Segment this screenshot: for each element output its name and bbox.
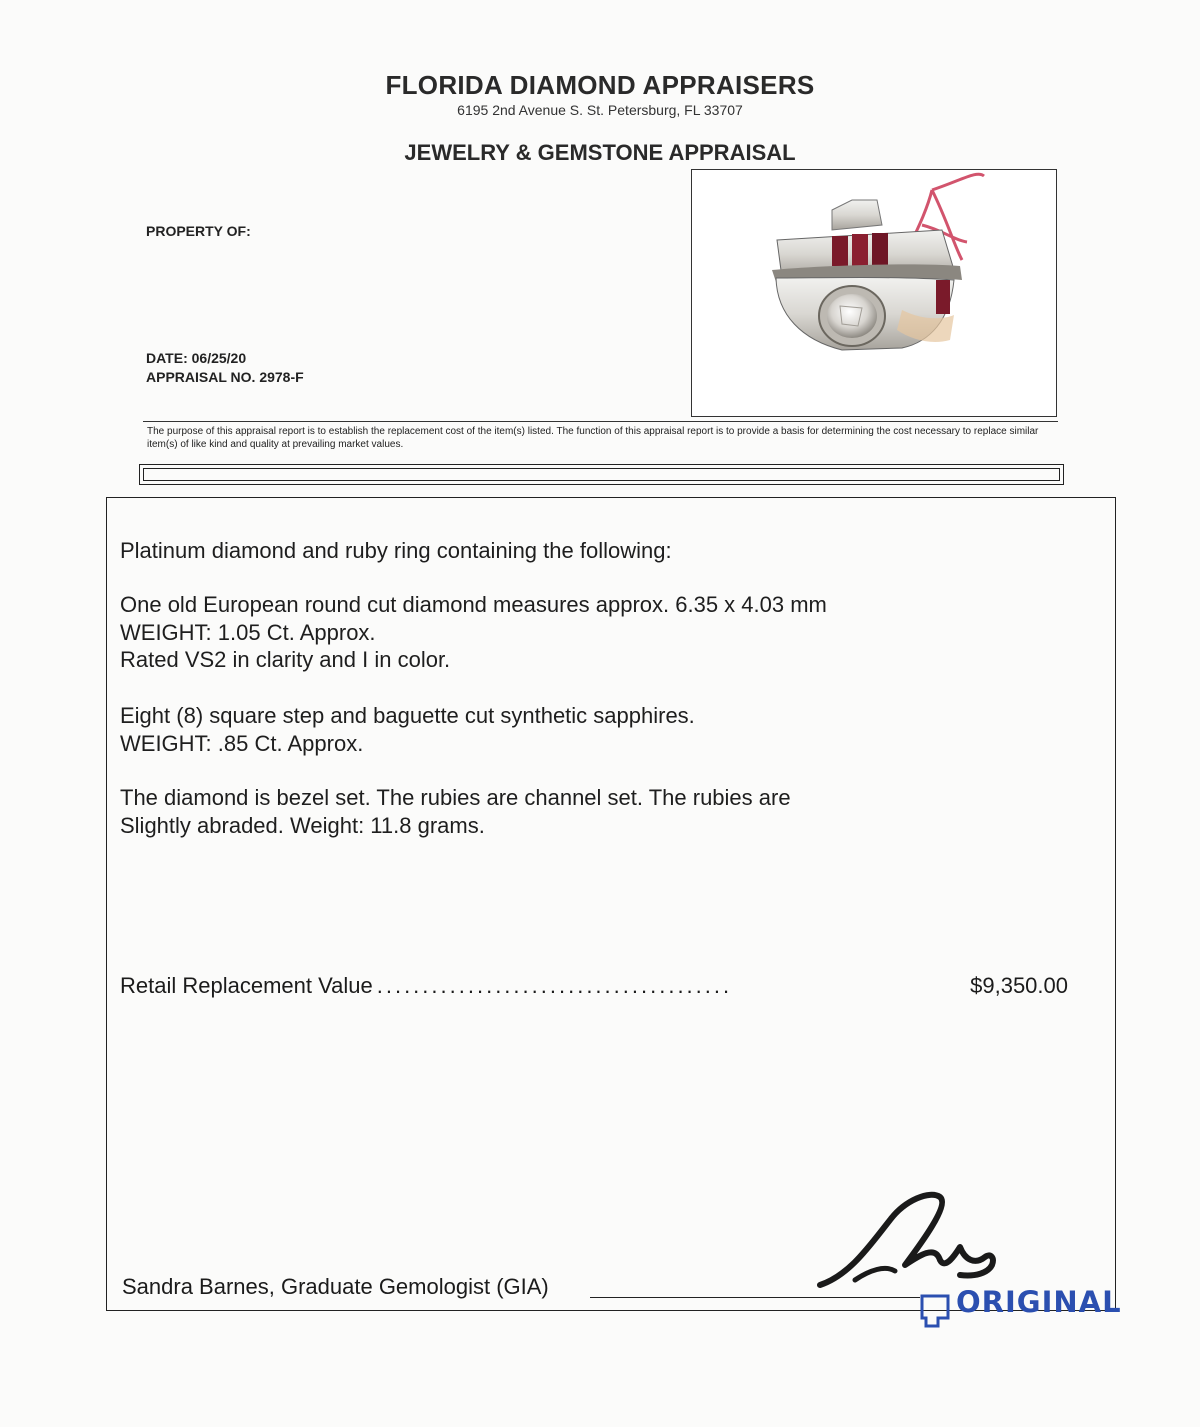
original-stamp: ORIGINAL bbox=[956, 1285, 1122, 1319]
signature-line bbox=[590, 1297, 920, 1298]
property-of-label: PROPERTY OF: bbox=[146, 223, 251, 239]
ring-photo bbox=[691, 169, 1057, 417]
ring-photo-icon bbox=[692, 170, 1056, 416]
document-title: JEWELRY & GEMSTONE APPRAISAL bbox=[404, 140, 796, 165]
diamond-details bbox=[120, 591, 827, 674]
replacement-value-row bbox=[120, 973, 1068, 999]
stamp-mark-icon bbox=[916, 1290, 956, 1330]
sapphire-line-1: Eight (8) square step and baguette cut synthetic sapphires. bbox=[120, 703, 695, 728]
double-rule-inner bbox=[143, 468, 1060, 481]
sapphire-details bbox=[120, 702, 695, 757]
purpose-statement: The purpose of this appraisal report is to establish the replacement cost of the item(s) listed. The function of this appraisal report is to provide a basis for determining the cost necessary to replace similar item(s) of like kind and quality at prevailing market values. bbox=[147, 426, 1039, 450]
leader-dots: ....................................... bbox=[376, 973, 733, 998]
appraisal-number-line: APPRAISAL NO. 2978-F bbox=[146, 369, 304, 385]
diamond-line-2: WEIGHT: 1.05 Ct. Approx. bbox=[120, 619, 376, 645]
date-line: DATE: 06/25/20 bbox=[146, 350, 247, 366]
replacement-value-label: Retail Replacement Value bbox=[120, 973, 373, 998]
setting-line-2: Slightly abraded. Weight: 11.8 grams. bbox=[120, 812, 485, 838]
setting-line-1: The diamond is bezel set. The rubies are channel set. The rubies are bbox=[120, 785, 791, 810]
double-rule-bar bbox=[139, 464, 1064, 485]
sapphire-line-2: WEIGHT: .85 Ct. Approx. bbox=[120, 730, 364, 756]
company-address: 6195 2nd Avenue S. St. Petersburg, FL 33707 bbox=[457, 102, 743, 118]
diamond-line-1: One old European round cut diamond measures approx. 6.35 x 4.03 mm bbox=[120, 592, 827, 617]
diamond-line-3: Rated VS2 in clarity and I in color. bbox=[120, 647, 451, 672]
replacement-value-amount: $9,350.00 bbox=[970, 973, 1068, 998]
item-intro: Platinum diamond and ruby ring containing the following: bbox=[120, 538, 672, 563]
appraiser-name: Sandra Barnes, Graduate Gemologist (GIA) bbox=[122, 1274, 549, 1299]
company-name: FLORIDA DIAMOND APPRAISERS bbox=[385, 70, 815, 100]
handwritten-signature-icon bbox=[810, 1185, 1010, 1295]
header-rule bbox=[143, 421, 1058, 422]
setting-details bbox=[120, 784, 791, 839]
